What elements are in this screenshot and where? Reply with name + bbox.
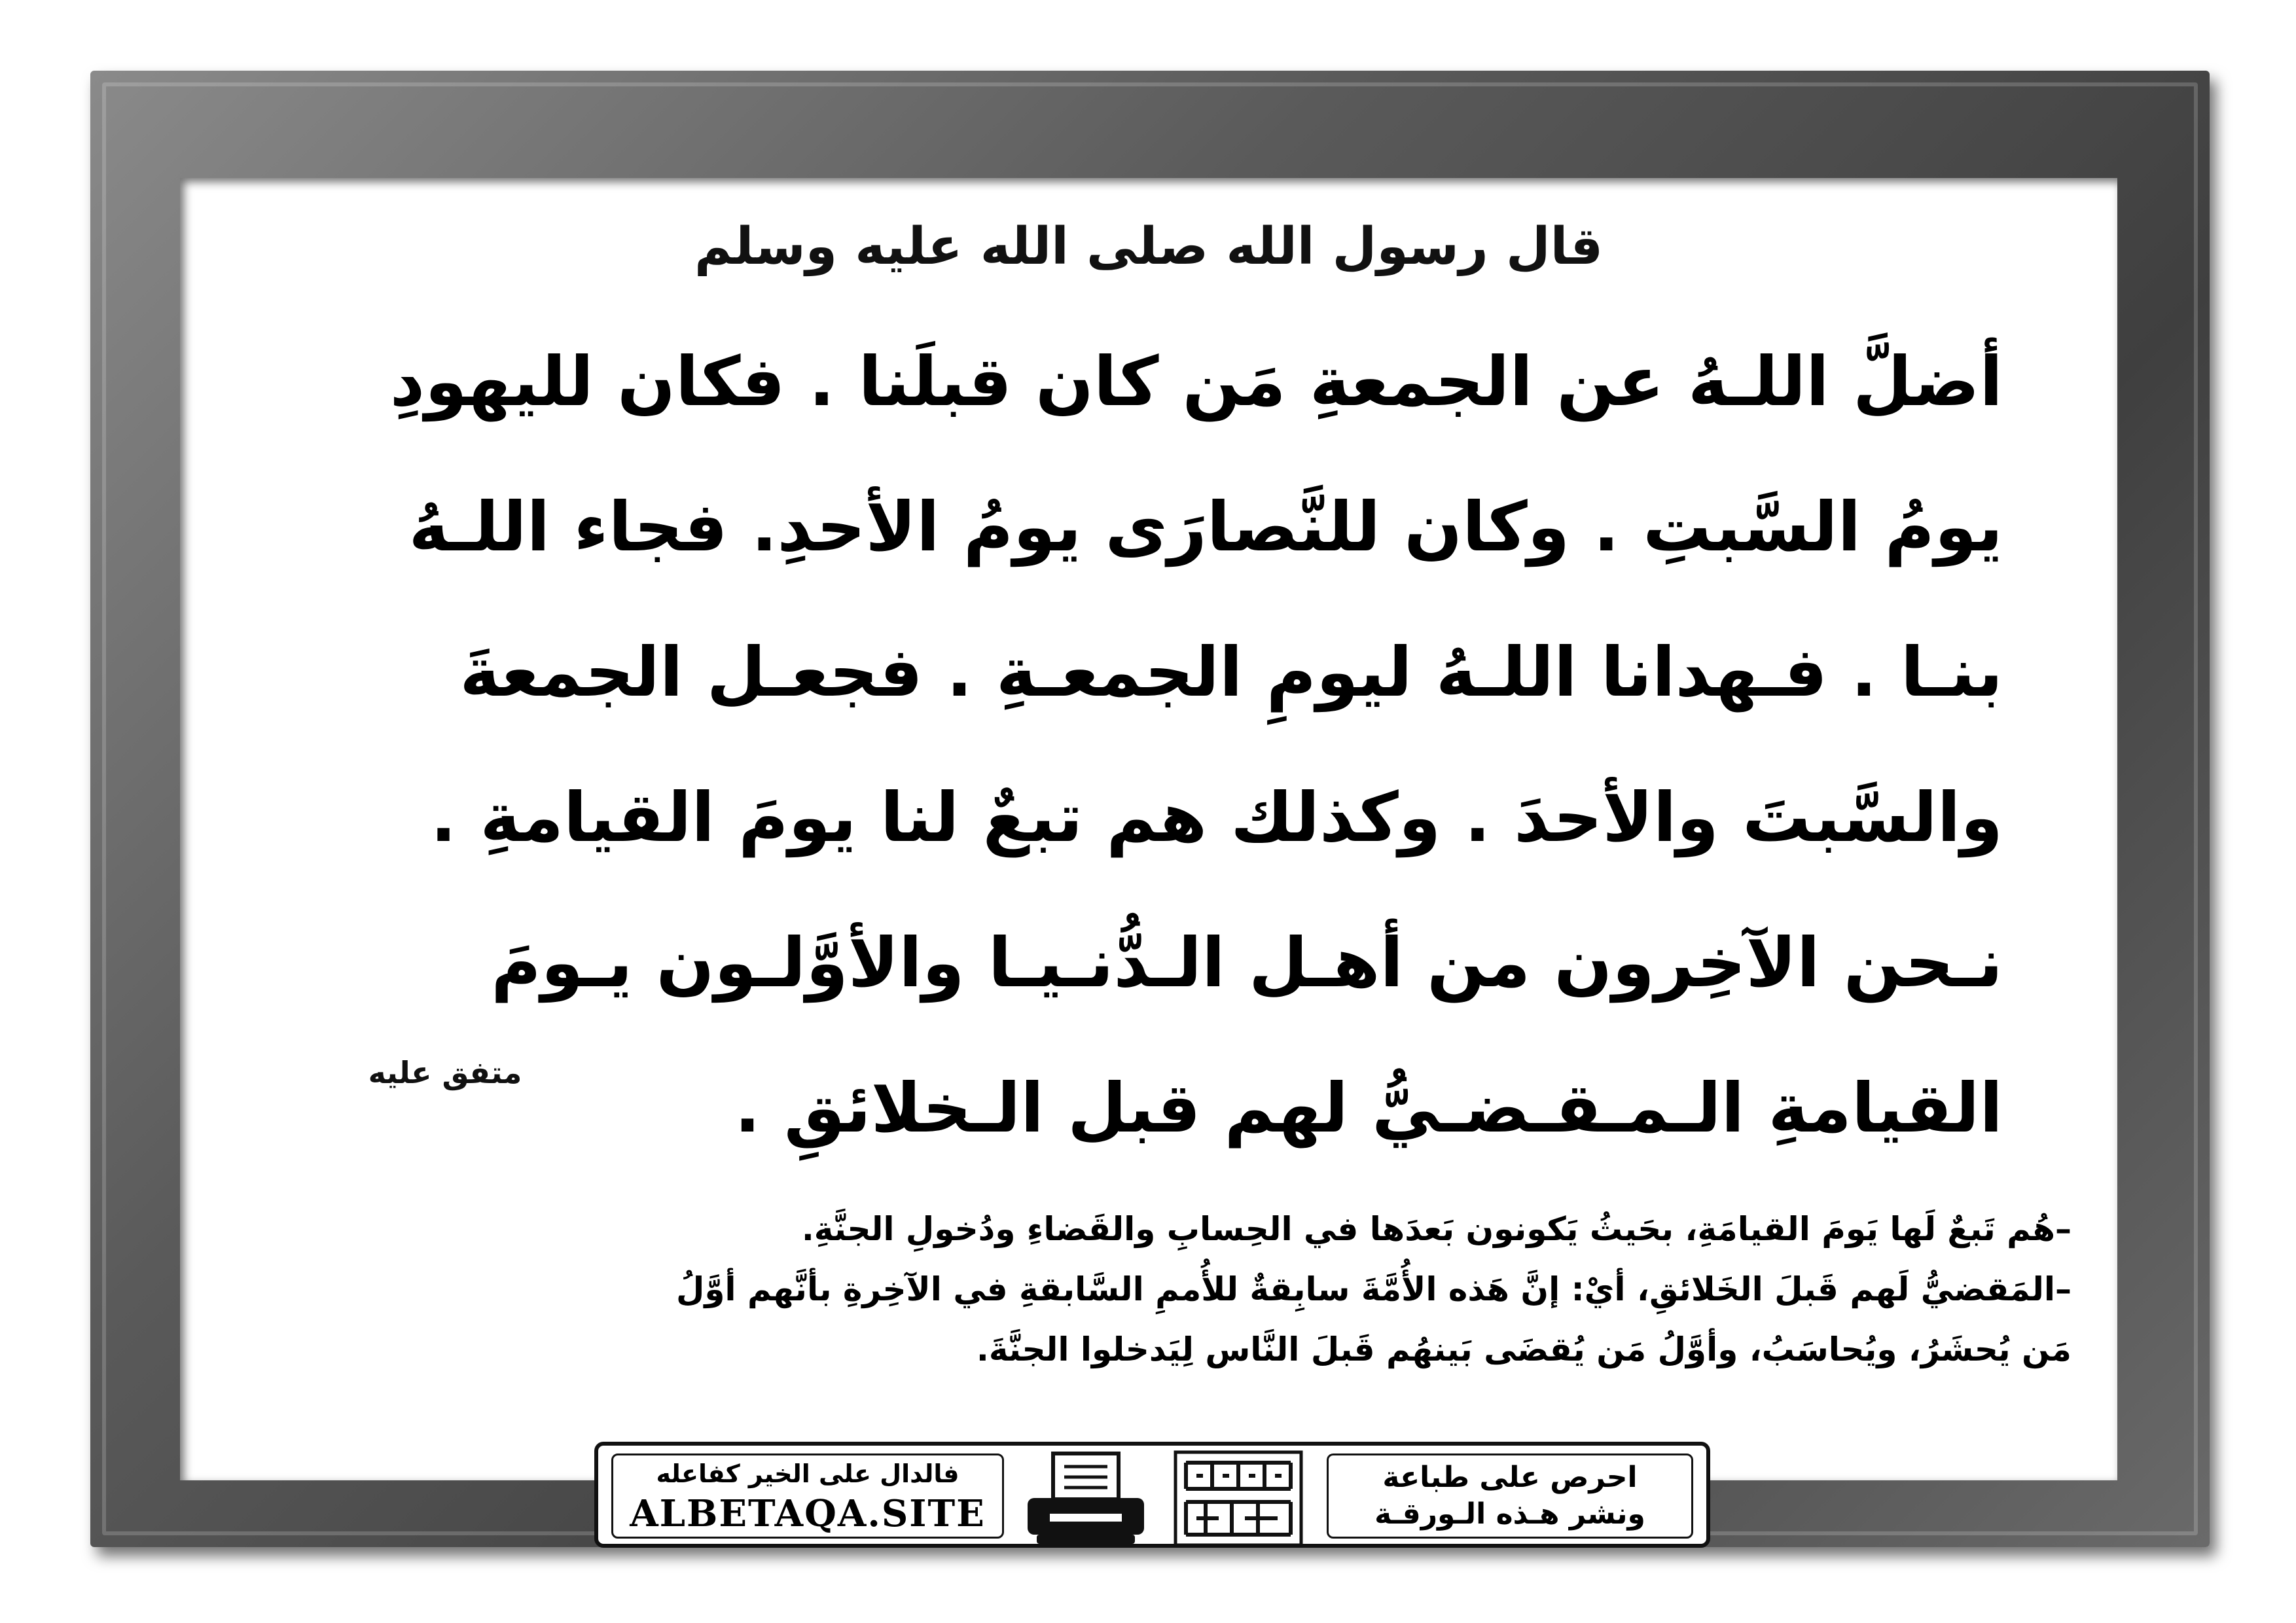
hadith-line: أضلَّ اللـهُ عن الجمعةِ مَن كان قبلَنا . فكان لليهودِ — [389, 342, 2003, 421]
footer-bar — [594, 1442, 1710, 1548]
hadith-line: يومُ السَّبتِ . وكان للنَّصارَى يومُ الأحدِ. فجاء اللـهُ — [408, 487, 2003, 567]
footer-slogan: فالدال على الخير كفاعله — [656, 1459, 960, 1488]
hadith-line: والسَّبتَ والأحدَ . وكذلك هم تبعٌ لنا يومَ القيامةِ . — [430, 777, 2003, 857]
note-line: –هُم تَبعٌ لَها يَومَ القيامَةِ، بحَيثُ يَكونون بَعدَها في الحِسابِ والقَضاءِ ودُخولِ الجنَّةِ. — [801, 1210, 2072, 1248]
print-reminder — [1327, 1454, 1693, 1539]
site-box — [611, 1454, 1004, 1539]
printer-icon — [1024, 1451, 1148, 1546]
explanation-notes — [295, 1199, 2072, 1380]
dawah-logo-icon — [1173, 1450, 1304, 1548]
content-panel — [180, 178, 2117, 1480]
hadith-text — [311, 309, 2003, 1181]
note-line: –المَقضيُّ لَهم قَبلَ الخَلائقِ، أيْ: إنَّ هَذه الأُمَّةَ سابِقةٌ للأُممِ السَّابقةِ في الآخِرةِ بأنَّهم أوَّلُ — [675, 1270, 2072, 1308]
print-reminder-line1: احرص على طباعة — [1382, 1461, 1638, 1494]
hadith-source: متفق عليه — [368, 1055, 522, 1090]
note-line: مَن يُحشَرُ، ويُحاسَبُ، وأوَّلُ مَن يُقضَى بَينهُم قَبلَ النَّاس لِيَدخلوا الجنَّةَ. — [976, 1330, 2072, 1368]
print-reminder-line2: ونشر هـذه الـورقـة — [1374, 1497, 1645, 1531]
site-link[interactable]: ALBETAQA.SITE — [630, 1492, 986, 1535]
hadith-line: بنـا . فـهدانا اللـهُ ليومِ الجمعـةِ . فجعـل الجمعةَ — [459, 632, 2003, 712]
hadith-line: القيامةِ الـمـقـضـيُّ لهم قبل الـخلائقِ . — [734, 1068, 2003, 1148]
hadith-line: نـحن الآخِرون من أهـل الـدُّنـيـا والأوَّلـون يـومَ — [491, 923, 2003, 1003]
page-title: قال رسول الله صلى الله عليه وسلم — [694, 217, 1604, 276]
